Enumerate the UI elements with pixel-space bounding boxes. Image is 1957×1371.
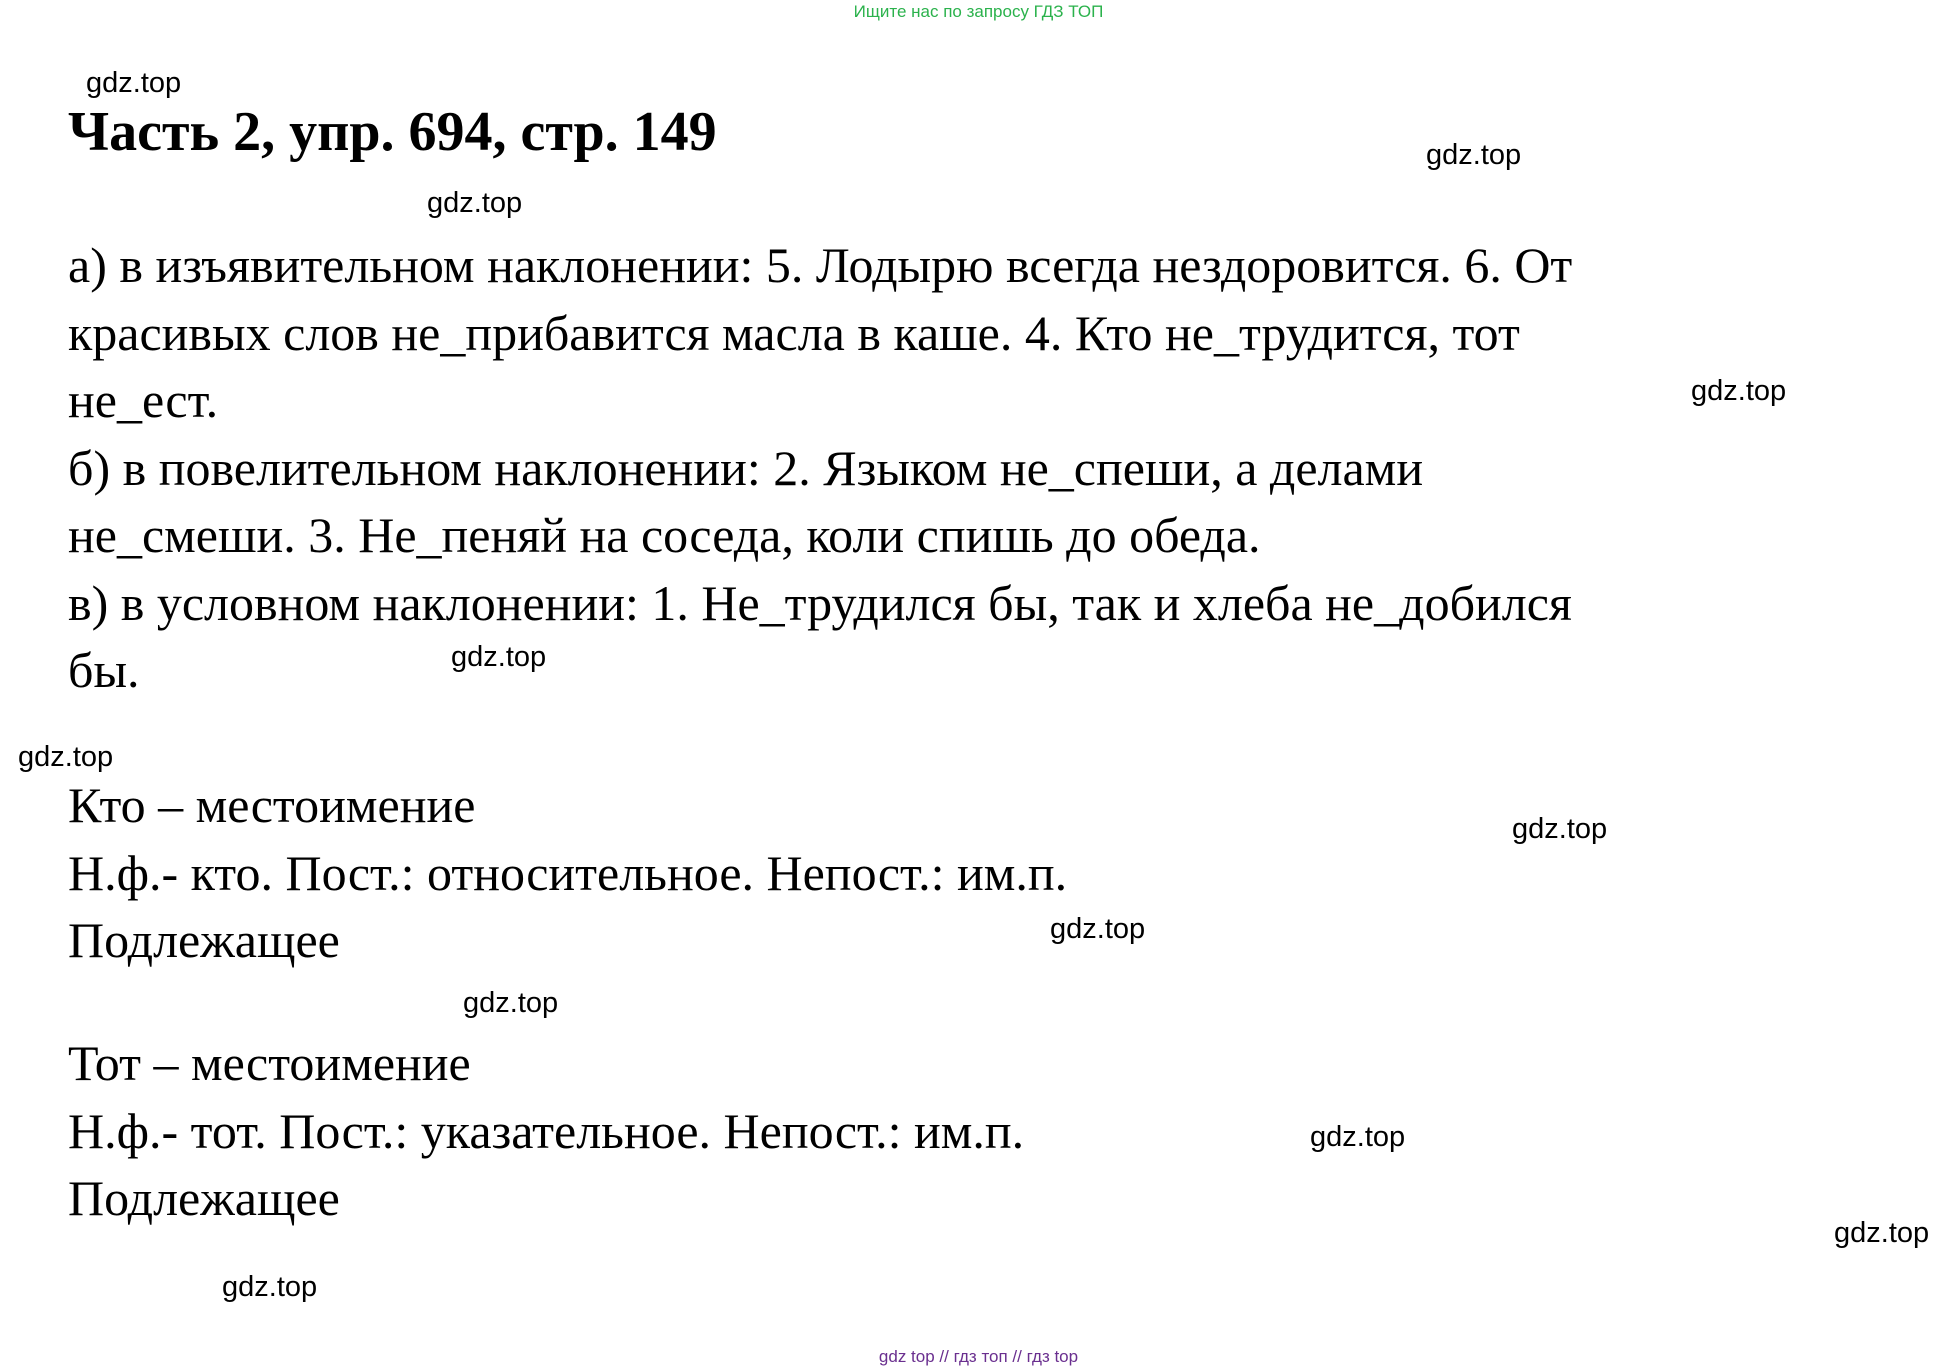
parse-tot-features: Н.ф.- тот. Пост.: указательное. Непост.: им.п. — [68, 1102, 1025, 1159]
answer-line: красивых слов не_прибавится масла в каше. 4. Кто не_трудится, тот — [68, 304, 1520, 361]
parse-tot-block — [68, 1030, 1024, 1233]
answer-line: не_смеши. 3. Не_пеняй на соседа, коли спишь до обеда. — [68, 507, 1261, 563]
watermark: gdz.top — [1426, 139, 1522, 171]
watermark: gdz.top — [1691, 375, 1787, 407]
watermark: gdz.top — [451, 641, 547, 673]
watermark: gdz.top — [1050, 913, 1146, 945]
parse-kto-block — [68, 772, 1067, 975]
top-banner-text: Ищите нас по запросу ГДЗ ТОП — [853, 2, 1104, 21]
watermark: gdz.top — [18, 741, 114, 773]
parse-kto-heading: Кто – местоимение — [68, 777, 476, 833]
footer-text: gdz top // гдз топ // гдз top — [878, 1347, 1079, 1366]
answer-line: в) в условном наклонении: 1. Не_трудился бы, так и хлеба не_добился — [68, 574, 1572, 631]
watermark: gdz.top — [1512, 813, 1608, 845]
parse-tot-role: Подлежащее — [68, 1170, 340, 1226]
watermark: gdz.top — [222, 1271, 318, 1303]
watermark: gdz.top — [1310, 1121, 1406, 1153]
watermark: gdz.top — [463, 987, 559, 1019]
parse-kto-role: Подлежащее — [68, 912, 340, 968]
parse-kto-features: Н.ф.- кто. Пост.: относительное. Непост.: им.п. — [68, 844, 1068, 901]
answer-line: а) в изъявительном наклонении: 5. Лодырю всегда нездоровится. 6. От — [68, 237, 1573, 293]
parse-tot-heading: Тот – местоимение — [68, 1035, 471, 1091]
answer-text — [68, 232, 1868, 705]
answer-line: не_ест. — [68, 372, 219, 428]
watermark: gdz.top — [427, 187, 523, 219]
watermark: gdz.top — [86, 67, 182, 99]
answer-line: бы. — [68, 642, 140, 698]
page-title: Часть 2, упр. 694, стр. 149 — [68, 101, 717, 163]
watermark: gdz.top — [1834, 1217, 1930, 1249]
answer-line: б) в повелительном наклонении: 2. Языком не_спеши, а делами — [68, 439, 1424, 496]
